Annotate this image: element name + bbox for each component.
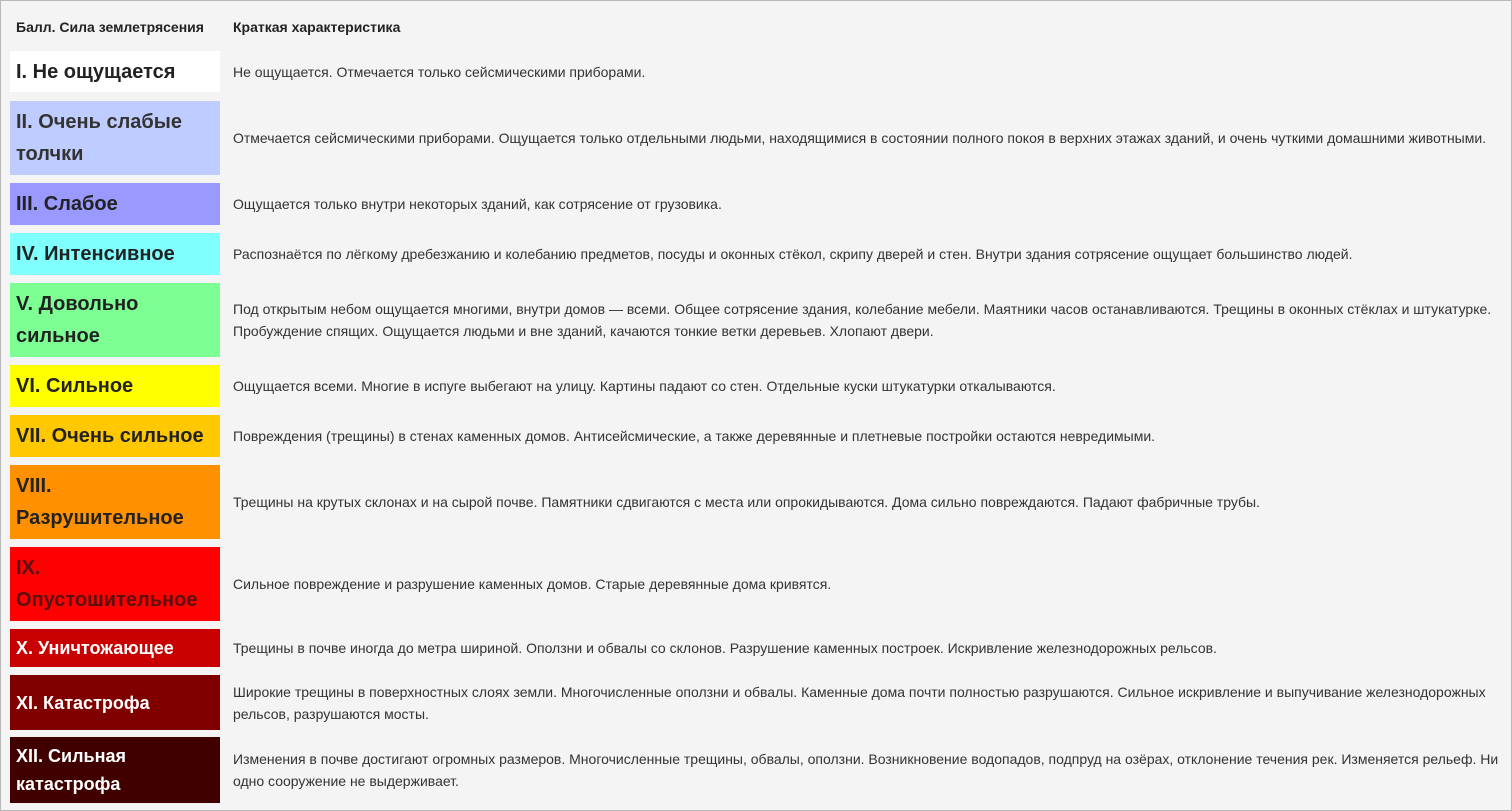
table-row — [1, 547, 1511, 621]
description-cell: Изменения в почве достигают огромных размеров. Многочисленные трещины, обвалы, оползни. Возникновение водопадов, подпруд на озёрах, отклонение течения рек. Изменяется рельеф. Ни одно сооружение не выдерживает. — [233, 751, 1499, 789]
level-cell: IX. Опустошительное — [10, 547, 220, 621]
table-row — [1, 183, 1511, 225]
description-cell: Распознаётся по лёгкому дребезжанию и колебанию предметов, посуды и оконных стёкол, скрипу дверей и стен. Внутри здания сотрясение ощущает большинство людей. — [233, 246, 1353, 262]
table-row — [1, 675, 1511, 730]
table-row — [1, 233, 1511, 275]
description-cell: Сильное повреждение и разрушение каменных домов. Старые деревянные дома кривятся. — [233, 576, 832, 592]
level-cell: VII. Очень сильное — [10, 415, 220, 457]
level-cell: X. Уничтожающее — [10, 629, 220, 667]
description-cell: Под открытым небом ощущается многими, внутри домов — всеми. Общее сотрясение здания, колебание мебели. Маятники часов останавливаются. Трещины в оконных стёклах и штукатурке. Пробуждение спящих. Ощущается людьми и вне зданий, качаются тонкие ветки деревьев. Хлопают двери. — [233, 301, 1492, 339]
level-cell: III. Слабое — [10, 183, 220, 225]
level-cell: XI. Катастрофа — [10, 675, 220, 730]
description-cell: Трещины в почве иногда до метра шириной. Оползни и обвалы со склонов. Разрушение каменных построек. Искривление железнодорожных рельсов. — [233, 640, 1217, 656]
description-cell: Ощущается всеми. Многие в испуге выбегают на улицу. Картины падают со стен. Отдельные куски штукатурки откалываются. — [233, 378, 1056, 394]
header-description: Краткая характеристика — [233, 19, 401, 35]
description-cell: Не ощущается. Отмечается только сейсмическими приборами. — [233, 63, 646, 80]
table-row — [1, 101, 1511, 175]
description-cell: Ощущается только внутри некоторых зданий, как сотрясение от грузовика. — [233, 196, 722, 212]
table-row — [1, 283, 1511, 357]
level-cell: V. Довольно сильное — [10, 283, 220, 357]
table-row — [1, 365, 1511, 407]
table-row — [1, 465, 1511, 539]
table-row — [1, 737, 1511, 803]
description-cell: Трещины на крутых склонах и на сырой почве. Памятники сдвигаются с места или опрокидываются. Дома сильно повреждаются. Падают фабричные трубы. — [233, 494, 1260, 510]
description-cell: Повреждения (трещины) в стенах каменных домов. Антисейсмические, а также деревянные и плетневые постройки остаются невредимыми. — [233, 428, 1156, 444]
header-level: Балл. Сила землетрясения — [16, 19, 204, 35]
level-cell: XII. Сильная катастрофа — [10, 737, 220, 803]
level-cell: VIII. Разрушительное — [10, 465, 220, 539]
table-row — [1, 415, 1511, 457]
table-row — [1, 629, 1511, 667]
level-cell: VI. Сильное — [10, 365, 220, 407]
level-cell: I. Не ощущается — [10, 51, 220, 92]
table-row — [1, 51, 1511, 92]
description-cell: Широкие трещины в поверхностных слоях земли. Многочисленные оползни и обвалы. Каменные дома почти полностью разрушаются. Сильное искривление и выпучивание железнодорожных рельсов, разрушаются мосты. — [233, 683, 1486, 722]
description-cell: Отмечается сейсмическими приборами. Ощущается только отдельными людьми, находящимися в состоянии полного покоя в верхних этажах зданий, и очень чуткими домашними животными. — [233, 130, 1487, 146]
level-cell: IV. Интенсивное — [10, 233, 220, 275]
level-cell: II. Очень слабые толчки — [10, 101, 220, 175]
